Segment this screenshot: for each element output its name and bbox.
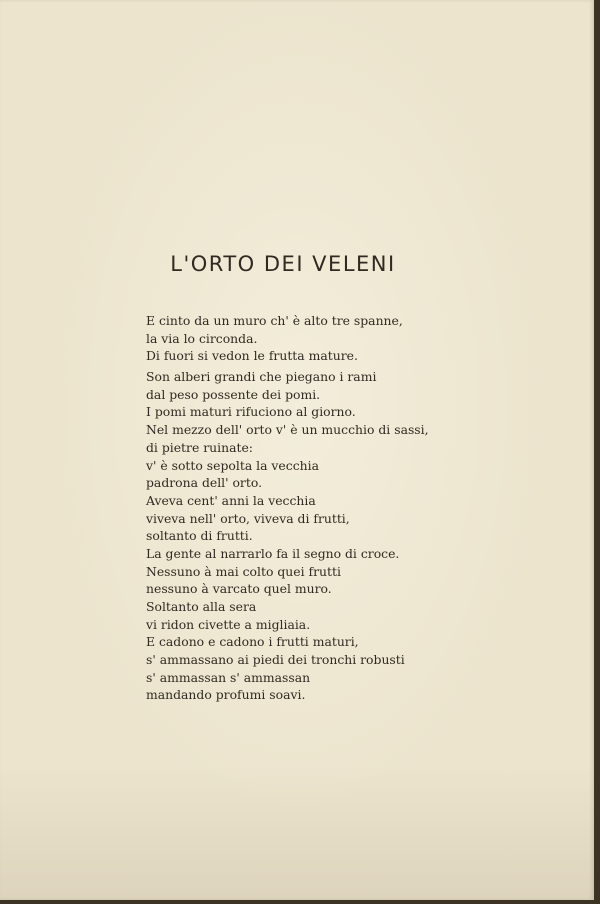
- poem-line: vi ridon civette a migliaia.: [146, 616, 311, 632]
- poem-line: Son alberi grandi che piegano i rami: [146, 369, 377, 385]
- poem-line: I pomi maturi rifuciono al giorno.: [146, 404, 356, 420]
- page-bottom-shadow: [0, 900, 600, 904]
- poem-line: La gente al narrarlo fa il segno di croce.: [146, 545, 400, 561]
- poem-line: Aveva cent' anni la vecchia: [146, 492, 316, 508]
- poem-title: L'ORTO DEI VELENI: [170, 252, 396, 276]
- poem-line: di pietre ruinate:: [146, 439, 253, 455]
- poem-line: Nessuno à mai colto quei frutti: [146, 563, 341, 579]
- poem-line: padrona dell' orto.: [146, 475, 263, 491]
- poem-line: E cadono e cadono i frutti maturi,: [146, 634, 359, 650]
- poem-line: dal peso possente dei pomi.: [146, 386, 321, 402]
- poem-line: Soltanto alla sera: [146, 599, 257, 614]
- poem-line: Di fuori si vedon le frutta mature.: [146, 348, 358, 364]
- poem-line: nessuno à varcato quel muro.: [146, 581, 332, 597]
- poem-line: soltanto di frutti.: [146, 528, 253, 544]
- poem-line: E cinto da un muro ch' è alto tre spanne,: [146, 313, 403, 328]
- poem-line: la via lo circonda.: [146, 330, 258, 346]
- poem-line: s' ammassan s' ammassan: [146, 669, 311, 685]
- poem-body: [146, 312, 436, 704]
- poem-line: s' ammassano ai piedi dei tronchi robusti: [146, 652, 405, 668]
- poem-line: v' è sotto sepolta la vecchia: [146, 457, 319, 473]
- poem-line: Nel mezzo dell' orto v' è un mucchio di sassi,: [146, 422, 429, 438]
- poem-line: viveva nell' orto, viveva di frutti,: [146, 510, 350, 526]
- page-edge-shadow: [594, 0, 600, 904]
- poem-line: mandando profumi soavi.: [146, 687, 306, 703]
